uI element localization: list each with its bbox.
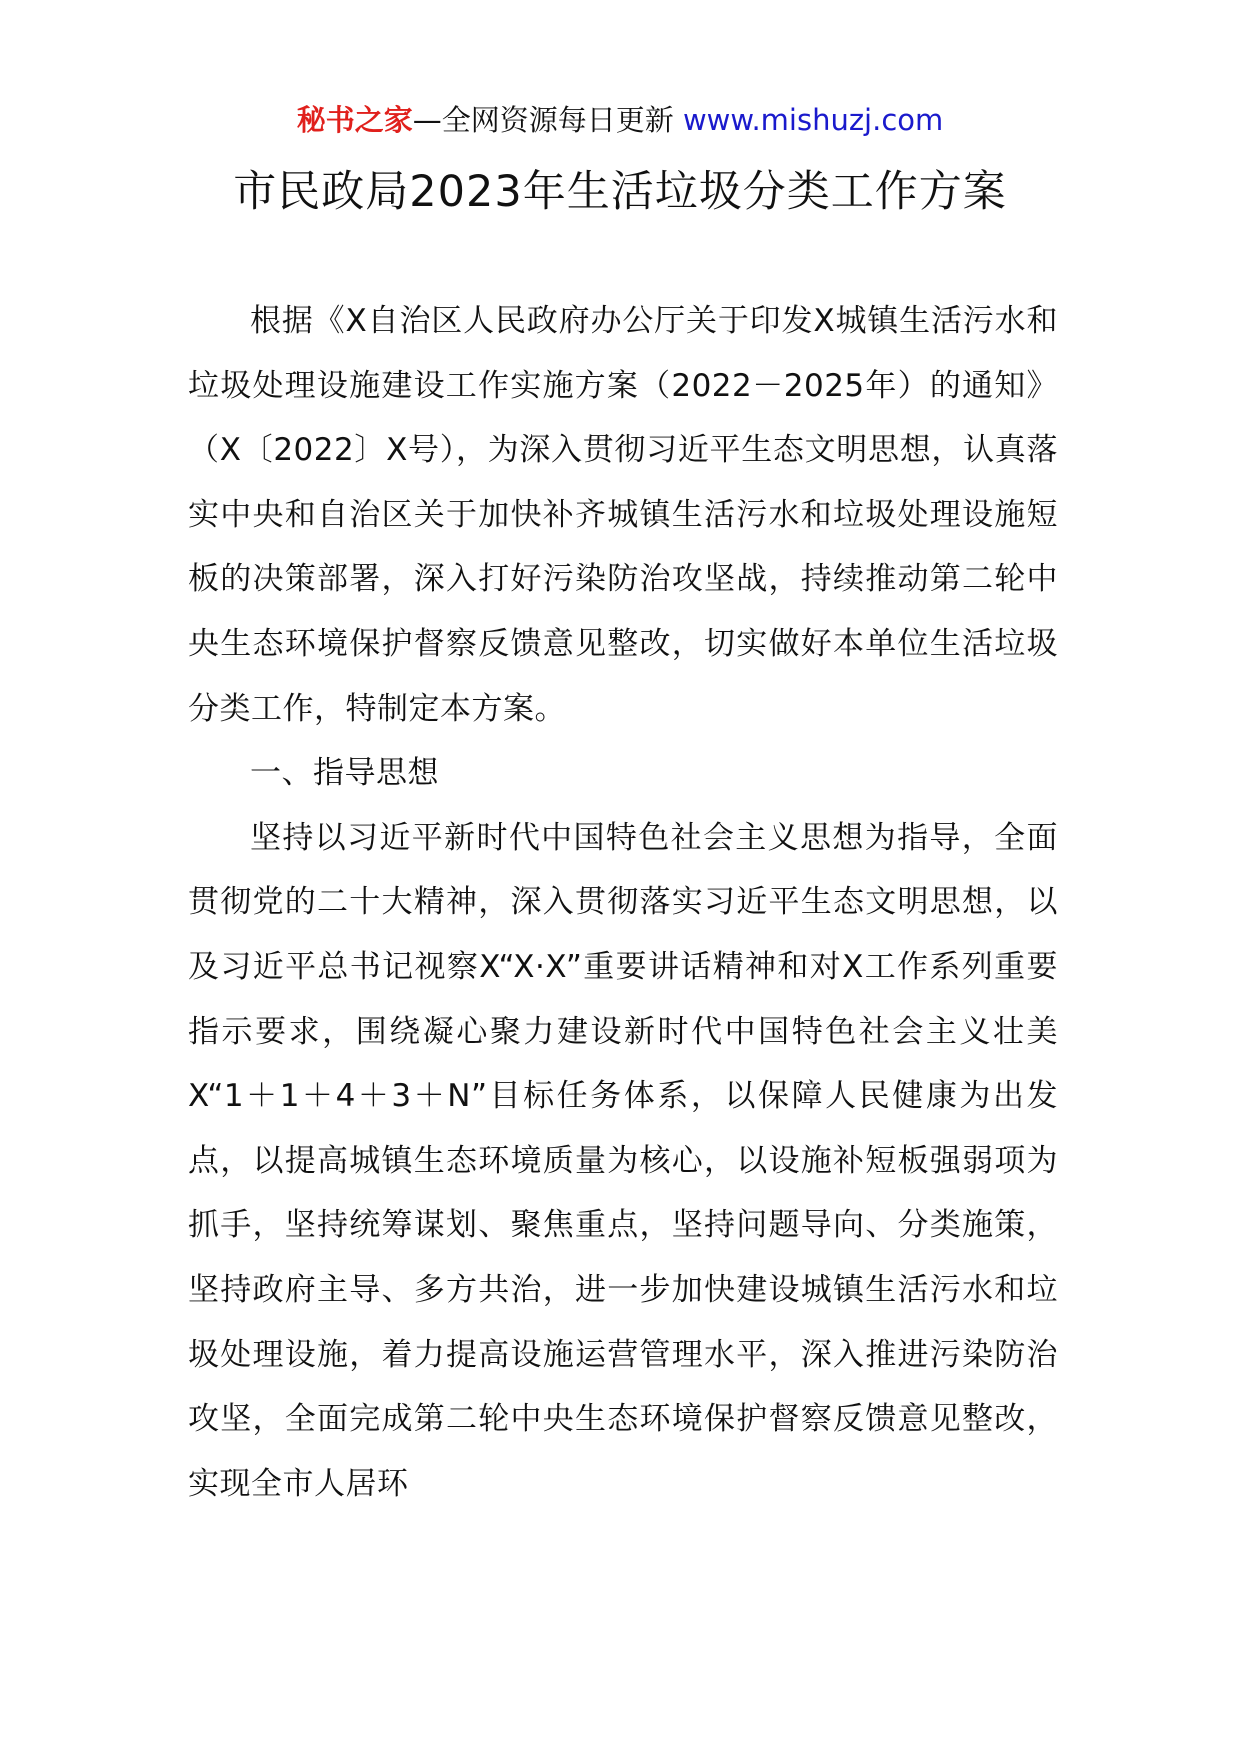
brand-name: 秘书之家 xyxy=(296,103,413,137)
site-url-link[interactable]: www.mishuzj.com xyxy=(682,103,944,137)
site-header xyxy=(0,100,1240,140)
section-heading: 一、指导思想 xyxy=(250,755,439,792)
section-paragraph: 坚持以习近平新时代中国特色社会主义思想为指导，全面贯彻党的二十大精神，深入贯彻落实习近平生态文明思想，以及习近平总书记视察X“X·X”重要讲话精神和对X工作系列重要指示要求，围绕凝心聚力建设新时代中国特色社会主义壮美X“1＋1＋4＋3＋N”目标任务体系，以保障人民健康为出发点，以提高城镇生态环境质量为核心，以设施补短板强弱项为抓手，坚持统筹谋划、聚焦重点，坚持问题导向、分类施策，坚持政府主导、多方共治，进一步加快建设城镇生活污水和垃圾处理设施，着力提高设施运营管理水平，深入推进污染防治攻坚，全面完成第二轮中央生态环境保护督察反馈意见整改，实现全市人居环 xyxy=(188,819,1058,1502)
header-tagline: —全网资源每日更新 xyxy=(412,103,683,137)
document-title: 市民政局2023年生活垃圾分类工作方案 xyxy=(233,167,1007,217)
intro-paragraph: 根据《X自治区人民政府办公厅关于印发X城镇生活污水和垃圾处理设施建设工作实施方案（2022－2025年）的通知》（X〔2022〕X号），为深入贯彻习近平生态文明思想，认真落实中央和自治区关于加快补齐城镇生活污水和垃圾处理设施短板的决策部署，深入打好污染防治攻坚战，持续推动第二轮中央生态环境保护督察反馈意见整改，切实做好本单位生活垃圾分类工作，特制定本方案。 xyxy=(188,303,1058,727)
document-body xyxy=(188,289,1058,1516)
